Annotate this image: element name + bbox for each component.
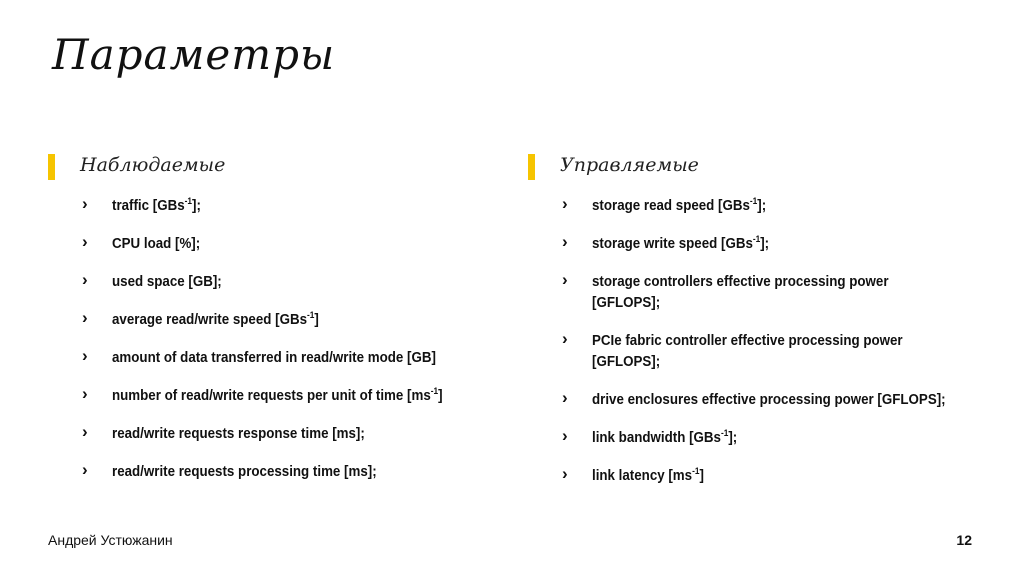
chevron-right-icon: › xyxy=(562,426,568,445)
chevron-right-icon: › xyxy=(82,308,88,327)
list-item-text: CPU load [%]; xyxy=(112,236,201,252)
chevron-right-icon: › xyxy=(562,194,568,213)
list-item xyxy=(48,462,518,483)
list-item xyxy=(48,234,518,255)
chevron-right-icon: › xyxy=(562,388,568,407)
list-item-text: average read/write speed [GBs$^{-1}$] xyxy=(112,310,319,328)
list-item-text: read/write requests processing time [ms]; xyxy=(112,464,377,480)
observed-heading: Наблюдаемые xyxy=(80,154,226,176)
footer-author: Андрей Устюжанин xyxy=(48,532,173,548)
controlled-column xyxy=(528,150,998,504)
list-item-text: link latency $[ms^{-1}]$ xyxy=(592,466,704,484)
list-item xyxy=(528,331,998,373)
chevron-right-icon: › xyxy=(82,194,88,213)
list-item-text: link bandwidth [GBs$^{-1}$]; xyxy=(592,428,738,446)
list-item xyxy=(528,428,998,449)
list-item xyxy=(528,390,998,411)
list-item xyxy=(528,234,998,255)
slide-title: Параметры xyxy=(52,30,336,79)
chevron-right-icon: › xyxy=(562,464,568,483)
list-item-text: storage read speed [GBs$^{-1}$]; xyxy=(592,196,767,214)
chevron-right-icon: › xyxy=(82,270,88,289)
list-item xyxy=(528,272,998,314)
chevron-right-icon: › xyxy=(82,422,88,441)
chevron-right-icon: › xyxy=(82,384,88,403)
list-item xyxy=(48,272,518,293)
list-item xyxy=(528,196,998,217)
accent-bar xyxy=(528,154,535,180)
list-item xyxy=(48,424,518,445)
list-item xyxy=(48,310,518,331)
list-item xyxy=(528,466,998,487)
chevron-right-icon: › xyxy=(562,329,568,348)
observed-column xyxy=(48,150,518,500)
chevron-right-icon: › xyxy=(562,270,568,289)
chevron-right-icon: › xyxy=(82,346,88,365)
list-item-text: used space [GB]; xyxy=(112,274,222,290)
list-item-text: read/write requests response time [ms]; xyxy=(112,426,365,442)
list-item xyxy=(48,386,518,407)
list-item-text: traffic [GBs$^{-1}$]; xyxy=(112,196,201,214)
controlled-heading-block xyxy=(528,150,998,184)
list-item xyxy=(48,196,518,217)
chevron-right-icon: › xyxy=(562,232,568,251)
controlled-list xyxy=(528,196,998,487)
accent-bar xyxy=(48,154,55,180)
page-number: 12 xyxy=(956,532,972,548)
controlled-heading: Управляемые xyxy=(560,154,699,176)
list-item-text: storage controllers effective processing power [GFLOPS]; xyxy=(592,274,889,311)
observed-list xyxy=(48,196,518,483)
list-item-text: number of read/write requests per unit of time $[ms^{-1}]$ xyxy=(112,386,443,404)
list-item-text: PCIe fabric controller effective processing power [GFLOPS]; xyxy=(592,333,903,370)
chevron-right-icon: › xyxy=(82,460,88,479)
chevron-right-icon: › xyxy=(82,232,88,251)
list-item-text: storage write speed [GBs$^{-1}$]; xyxy=(592,234,770,252)
list-item-text: amount of data transferred in read/write mode [GB] xyxy=(112,350,436,366)
list-item xyxy=(48,348,518,369)
observed-heading-block xyxy=(48,150,518,184)
list-item-text: drive enclosures effective processing power [GFLOPS]; xyxy=(592,392,946,408)
